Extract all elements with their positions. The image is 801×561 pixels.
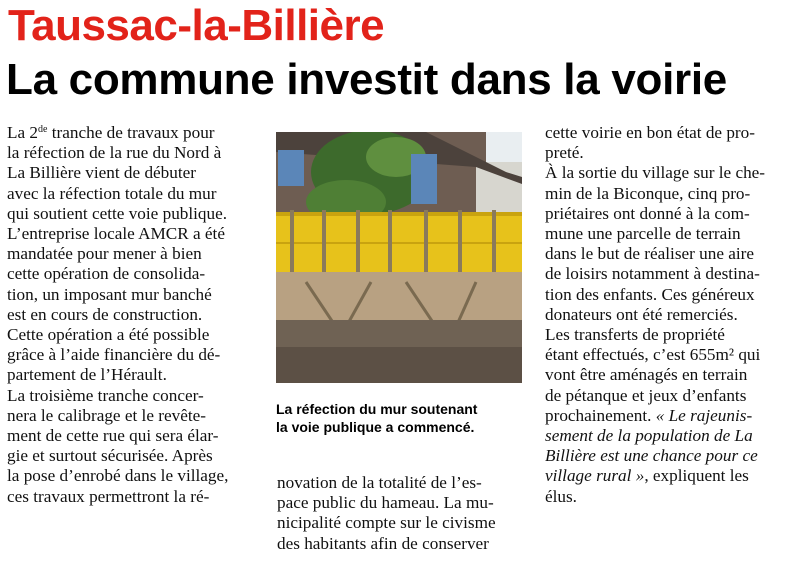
text-line: L’entreprise locale AMCR a été: [7, 224, 225, 244]
text-line: priétaires ont donné à la com-: [545, 203, 750, 223]
text-line: cette voirie en bon état de pro-: [545, 123, 755, 142]
text-line: À la sortie du village sur le che-: [545, 163, 766, 183]
photo-caption: [276, 400, 526, 436]
text-line: avec la réfection totale du mur: [7, 183, 217, 203]
text-line: Cette opération a été possible: [7, 325, 210, 345]
article-column-1: [7, 123, 267, 507]
text-line: élus.: [545, 486, 577, 506]
text-line: dans le but de réaliser une aire: [545, 244, 755, 264]
text-line: ces travaux permettront la ré-: [7, 486, 210, 506]
text-line: partement de l’Hérault.: [7, 365, 167, 385]
text-line: min de la Biconque, cinq pro-: [545, 183, 751, 203]
text-line: La troisième tranche concer-: [7, 385, 204, 405]
text-line: cette opération de consolida-: [7, 264, 206, 284]
text-line: donateurs ont été remerciés.: [545, 304, 738, 324]
construction-photo: [276, 132, 522, 383]
text-line: vont être aménagés en terrain: [545, 365, 748, 385]
text-line: preté.: [545, 143, 584, 163]
article-column-3: [545, 123, 795, 507]
text-line: de pétanque et jeux d’enfants: [545, 385, 747, 405]
text-line: mandatée pour mener à bien: [7, 244, 202, 264]
article-kicker: Taussac-la-Billière: [8, 1, 385, 50]
text-line: prochainement. « Le rajeunis-: [545, 405, 753, 425]
text-line: nera le calibrage et le revête-: [7, 405, 206, 425]
text-line: des habitants afin de conserver: [277, 533, 489, 553]
text-line: est en cours de construction.: [7, 304, 203, 324]
caption-line: la voie publique a commencé.: [276, 419, 475, 435]
text-line: grâce à l’aide financière du dé-: [7, 345, 221, 365]
text-line: nicipalité compte sur le civisme: [277, 513, 496, 533]
article-column-2: [277, 473, 529, 554]
text-line: La Billière vient de débuter: [7, 163, 196, 183]
text-line: Les transferts de propriété: [545, 325, 725, 345]
caption-line: La réfection du mur soutenant: [276, 401, 478, 417]
text-line: village rural », expliquent les: [545, 466, 749, 486]
text-line: mune une parcelle de terrain: [545, 224, 741, 244]
text-line: pace public du hameau. La mu-: [277, 493, 494, 513]
text-line: tion des enfants. Ces généreux: [545, 284, 755, 304]
text-line: la pose d’enrobé dans le village,: [7, 466, 229, 486]
text-line: de loisirs notamment à destina-: [545, 264, 760, 284]
article-headline: La commune investit dans la voirie: [6, 55, 727, 104]
text-line: tion, un imposant mur banché: [7, 284, 212, 304]
text-line: Billière est une chance pour ce: [545, 446, 758, 466]
text-line: la réfection de la rue du Nord à: [7, 143, 222, 163]
text-line: La 2de tranche de travaux pour: [7, 123, 215, 142]
text-line: qui soutient cette voie publique.: [7, 203, 228, 223]
text-line: gie et surtout sécurisée. Après: [7, 446, 213, 466]
text-line: novation de la totalité de l’es-: [277, 473, 482, 492]
text-line: étant effectués, c’est 655m² qui: [545, 345, 761, 365]
text-line: ment de cette rue qui sera élar-: [7, 426, 219, 446]
text-line: sement de la population de La: [545, 426, 753, 446]
